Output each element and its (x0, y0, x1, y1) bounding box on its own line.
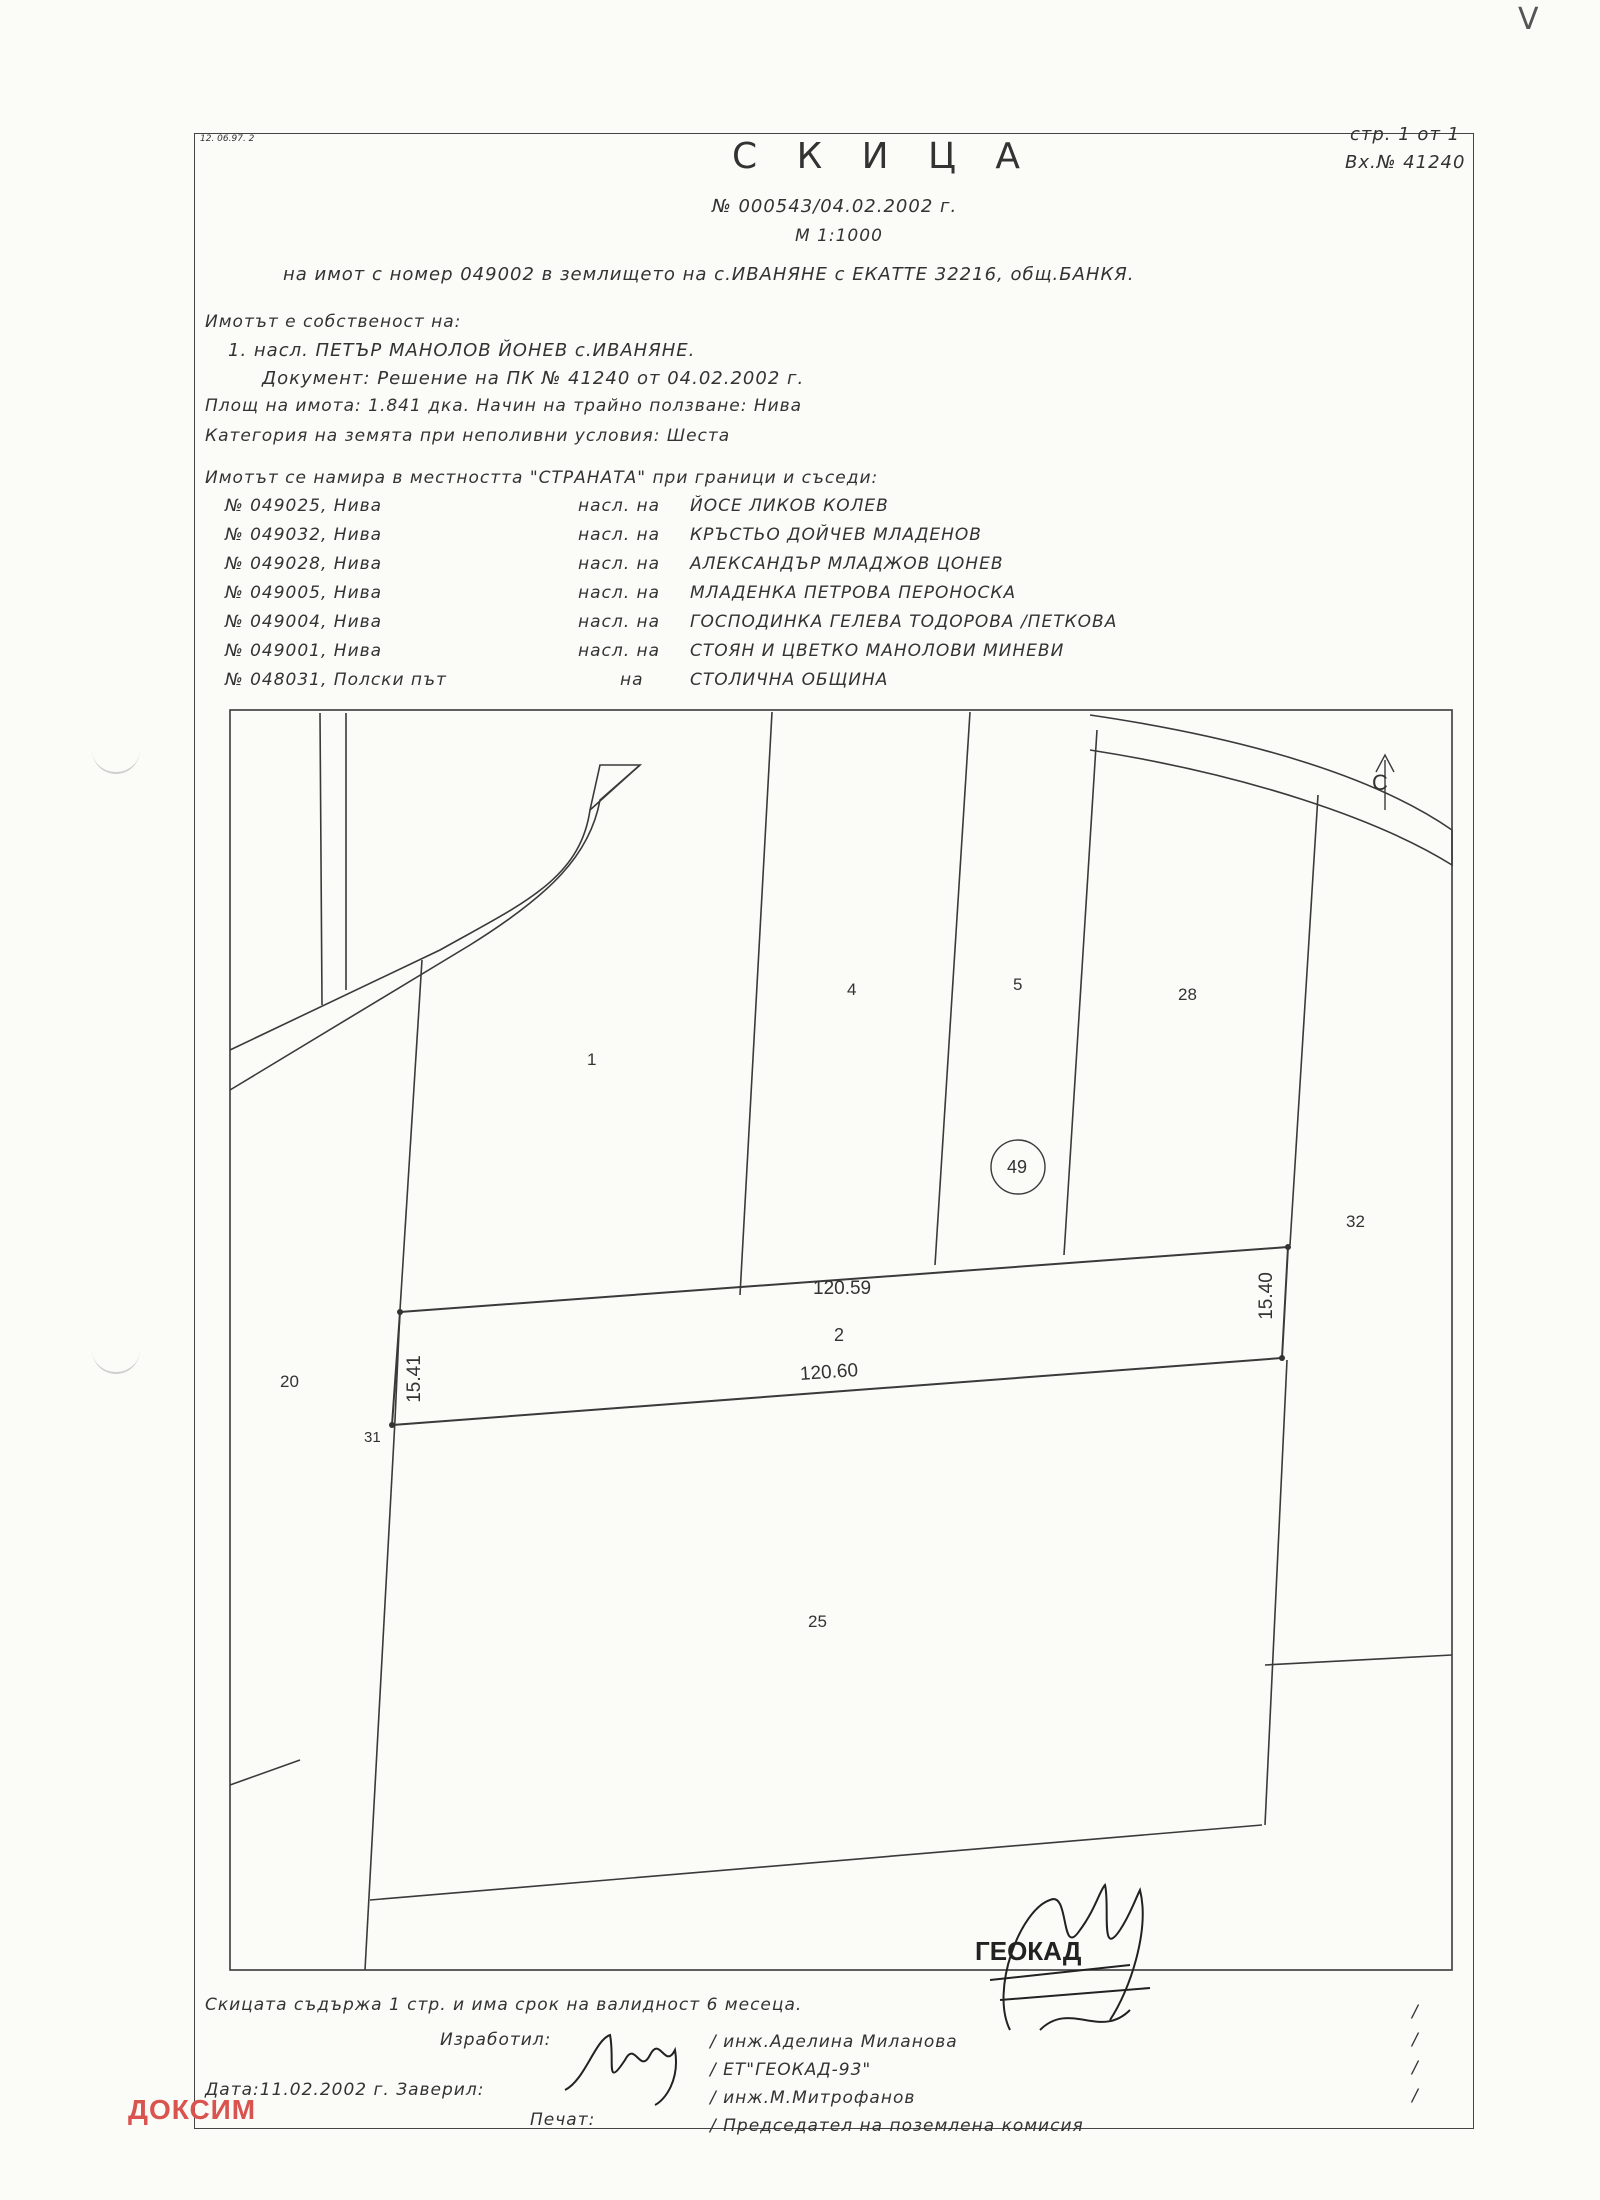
road-branch (590, 765, 640, 810)
neighbor-name: МЛАДЕНКА ПЕТРОВА ПЕРОНОСКА (690, 583, 1017, 603)
svg-text:ГЕОКАД: ГЕОКАД (975, 1936, 1082, 1966)
neighbor-id: № 048031, Полски път (225, 670, 447, 690)
neighbor-relation: насл. на (578, 583, 661, 603)
dimension-right: 15.40 (1255, 1272, 1277, 1320)
field-road (230, 765, 640, 1090)
stamp-label: Печат: (530, 2110, 596, 2130)
curved-road (1090, 715, 1452, 865)
neighbor-relation: насл. на (578, 554, 661, 574)
document-title: С К И Ц А (732, 136, 1034, 177)
block-number: 49 (1007, 1157, 1028, 1177)
land-category: Категория на земята при неполивни условия: Шеста (205, 426, 731, 446)
signature-slash: / (1412, 2002, 1419, 2022)
signer-line: / инж.М.Митрофанов (710, 2088, 916, 2108)
boundary-line (400, 960, 422, 1310)
owner-line: 1. насл. ПЕТЪР МАНОЛОВ ЙОНЕВ с.ИВАНЯНЕ. (228, 340, 696, 361)
ownership-document: Документ: Решение на ПК № 41240 от 04.02.2002 г. (262, 368, 805, 389)
subject-line: на имот с номер 049002 в землището на с.ИВАНЯНЕ с ЕКАТТЕ 32216, общ.БАНКЯ. (283, 264, 1135, 285)
dimension-left: 15.41 (403, 1355, 425, 1403)
neighbor-relation: на (620, 670, 644, 690)
watermark: ДОКСИМ (128, 2094, 257, 2125)
boundary-line (1265, 1655, 1452, 1665)
official-stamp (930, 1870, 1190, 2050)
boundary-line (1064, 730, 1097, 1255)
scale: М 1:1000 (795, 226, 883, 246)
parcel-label: 25 (808, 1612, 827, 1631)
neighbor-name: АЛЕКСАНДЪР МЛАДЖОВ ЦОНЕВ (690, 554, 1004, 574)
signer-line: / Председател на поземлена комисия (710, 2116, 1084, 2136)
handwritten-signature (555, 2020, 705, 2110)
neighbor-id: № 049028, Нива (225, 554, 383, 574)
neighbor-relation: насл. на (578, 612, 661, 632)
made-by-label: Изработил: (440, 2030, 552, 2050)
signer-line: / ЕТ"ГЕОКАД-93" (710, 2060, 872, 2080)
neighbor-name: СТОЯН И ЦВЕТКО МАНОЛОВИ МИНЕВИ (690, 641, 1065, 661)
boundary-line (935, 712, 970, 1265)
boundary-line (365, 1420, 395, 1970)
neighbor-name: СТОЛИЧНА ОБЩИНА (690, 670, 889, 690)
parcel-label: 31 (364, 1429, 381, 1446)
neighbor-id: № 049001, Нива (225, 641, 383, 661)
form-code: 12. 06.97. 2 (200, 134, 255, 144)
parcel-label: 5 (1013, 975, 1023, 994)
neighbor-name: КРЪСТЬО ДОЙЧЕВ МЛАДЕНОВ (690, 525, 982, 545)
strip-line (320, 713, 322, 1005)
dimension-bottom: 120.60 (799, 1359, 859, 1386)
neighbor-name: ГОСПОДИНКА ГЕЛЕВА ТОДОРОВА /ПЕТКОВА (690, 612, 1118, 632)
neighbor-relation: насл. на (578, 496, 661, 516)
neighbor-relation: насл. на (578, 525, 661, 545)
survey-point (1279, 1355, 1285, 1361)
parcel-label: 28 (1178, 985, 1197, 1004)
neighbors-intro: Имотът се намира в местността "СТРАНАТА" при граници и съседи: (205, 468, 879, 488)
survey-point (397, 1309, 403, 1315)
property-area: Площ на имота: 1.841 дка. Начин на трайно ползване: Нива (205, 396, 803, 416)
corner-checkmark: V (1518, 2, 1539, 37)
signature-slash: / (1412, 2058, 1419, 2078)
document-number: № 000543/04.02.2002 г. (712, 196, 958, 217)
neighbor-name: ЙОСЕ ЛИКОВ КОЛЕВ (690, 496, 889, 516)
boundary-line (230, 1760, 300, 1785)
validity-note: Скицата съдържа 1 стр. и има срок на валидност 6 месеца. (205, 1995, 803, 2015)
parcel-label: 1 (587, 1050, 597, 1069)
survey-point (1285, 1244, 1291, 1250)
signature-slash: / (1412, 2086, 1419, 2106)
neighbor-relation: насл. на (578, 641, 661, 661)
north-symbol: С (1372, 770, 1388, 795)
subject-parcel-label: 2 (834, 1325, 845, 1345)
dimension-top: 120.59 (813, 1278, 872, 1299)
signer-line: / инж.Аделина Миланова (710, 2032, 958, 2052)
ownership-intro: Имотът е собственост на: (205, 312, 462, 332)
survey-point (389, 1422, 395, 1428)
parcel-label: 4 (847, 980, 857, 999)
date-verified-label: Дата:11.02.2002 г. Заверил: (205, 2080, 485, 2100)
incoming-number: Вх.№ 41240 (1345, 152, 1466, 173)
neighbor-id: № 049032, Нива (225, 525, 383, 545)
signature-slash: / (1412, 2030, 1419, 2050)
page-count: стр. 1 от 1 (1350, 124, 1461, 145)
boundary-line (740, 712, 772, 1295)
neighbor-id: № 049005, Нива (225, 583, 383, 603)
neighbor-id: № 049025, Нива (225, 496, 383, 516)
parcel-label: 20 (280, 1372, 299, 1391)
boundary-line (1265, 1360, 1287, 1825)
parcel-label: 32 (1346, 1212, 1365, 1231)
neighbor-id: № 049004, Нива (225, 612, 383, 632)
boundary-line (1290, 795, 1318, 1245)
